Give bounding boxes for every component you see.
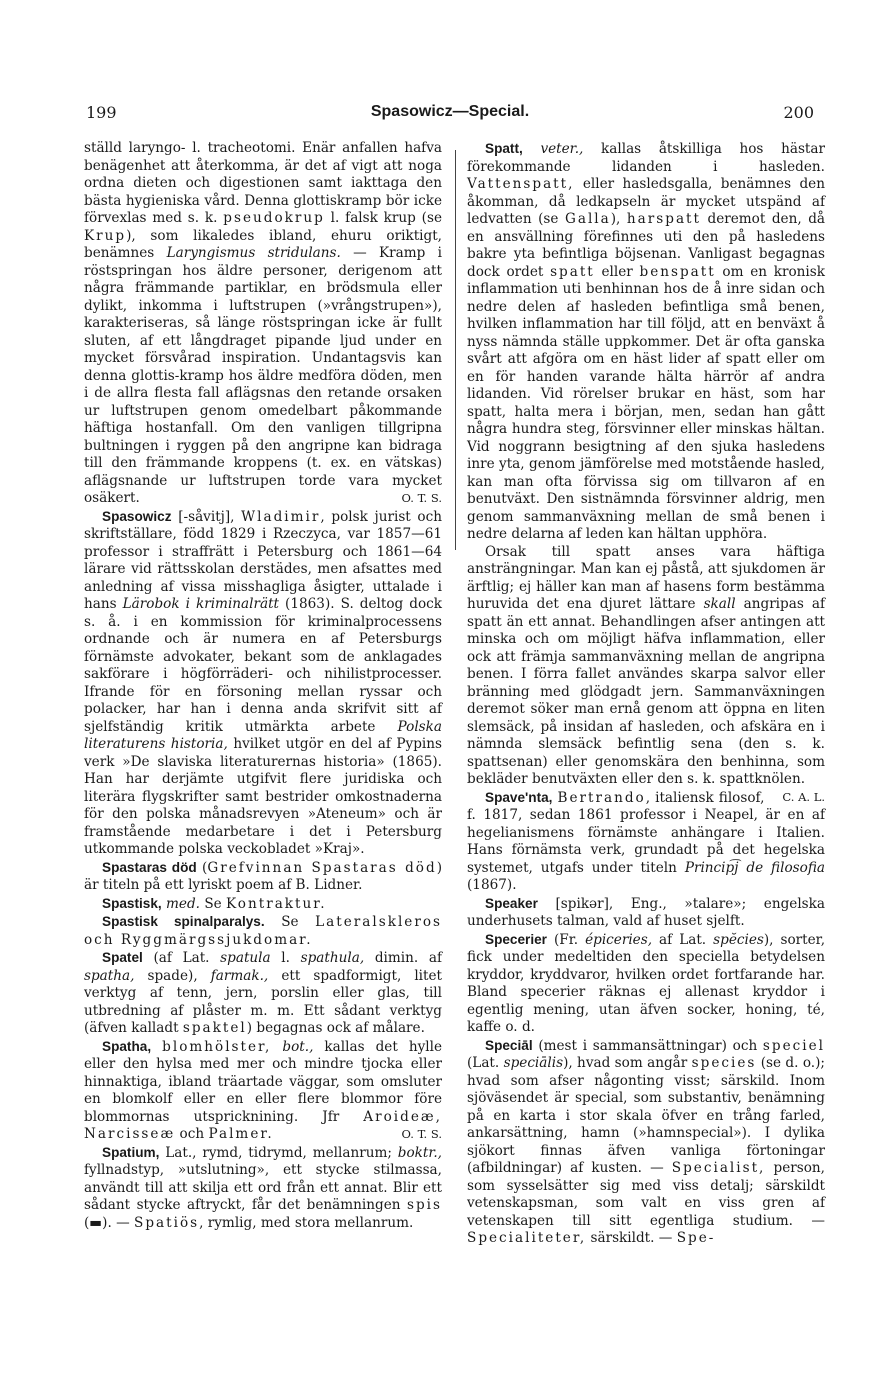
left-column	[84, 140, 442, 1232]
entry-spaventa: Spave'nta, Bertrando, italiensk filosof, f. 1817, sedan 1861 professor i Neapel, är en af hegelianismens förnämste anhängare i Italien. Hans förnämsta verk, grundadt på det hegelska systemet, utgafs under titeln Princip͡j de filosofia (1867).	[467, 789, 825, 893]
right-column	[467, 140, 825, 1248]
page-number-right: 200	[783, 103, 814, 122]
entry-spatt-orsak: Orsak till spatt anses vara häftiga ansträngningar. Man kan ej påstå, att sjukdomen är ärftlig; ej häller kan man af hasens form bestämma huruvida det ena djuret lättare skall angripas af spatt än ett annat. Behandlingen afser antingen att minska och om möjligt häfva inflammation, eller ock att främja sammanväxning mellan de angripna benen. I förra fallet användes skarpa salvor eller bränning med glödgadt jern. Sammanväxningen deremot söker man ernå genom att öppna en liten slemsäck, på insidan af hasleden, och afskära en i nämnda slemsäck befintlig sena (den s. k. spattsenan) eller genomskära den benhinna, som bekläder benutväxten eller den s. k. spattknölen. C. A. L.	[467, 544, 825, 789]
running-title: Spasowicz—Special.	[370, 103, 530, 120]
headword: Spatium,	[102, 1144, 160, 1160]
entry-spastaras-dod: Spastaras död (Grefvinnan Spastaras död) är titeln på ett lyriskt poem af B. Lidner.	[84, 859, 442, 893]
headword: Spastisk,	[102, 895, 162, 911]
column-rule	[455, 150, 456, 550]
entry-spastisk-spinalparalys: Spastisk spinalparalys. Se Lateralskleros och Ryggmärgssjukdomar.	[84, 914, 442, 948]
entry-glottiskramp-continuation: ställd laryngo- l. tracheotomi. Enär anfallen hafva benägenhet att återkomma, är det af vigt att noga ordna dieten och digestionen samt iakttaga den bästa hygieniska vård. Denna glottiskramp bör icke förvexlas med s. k. pseudokrup l. falsk krup (se Krup), som likaledes ibland, ehuru oriktigt, benämnes Laryngismus stridulans. — Kramp i röstspringan hos äldre personer, derigenom att några främmande partiklar, en brödsmula eller dylikt, inkomma i luftstrupen (»vrångstrupen»), karakteriseras, så länge röstspringan icke är fullt sluten, af ett långdraget pipande ljud under en mycket försvårad inspiration. Undantagsvis kan denna glottis-kramp hos äldre medföra döden, men i de allra flesta fall aflägsnas den retande orsaken ur luftstrupen genom omedelbart påkommande häftiga hostanfall. Om den vanligen tillgripna bultningen i ryggen på den angripne kan bidraga till den främmande kroppens (t. ex. en vätskas) aflägsnande ur luftstrupen torde vara mycket osäkert. O. T. S.	[84, 140, 443, 506]
entry-spatel: Spatel (af Lat. spatula l. spathula, dimin. af spatha, spade), farmak., ett spadformigt, litet verktyg af tenn, jern, porslin eller glas, till utbredning af plåster m. m. Ett sådant verktyg (äfven kalladt spaktel) begagnas ock af målare.	[84, 950, 443, 1036]
entry-spasowicz: Spasowicz [-såvitj], Wladimir, polsk jurist och skriftställare, född 1829 i Rzeczyca, var 1857—61 professor i straffrätt i Petersburg och 1861—64 lärare vid rättsskolan derstädes, men afsattes med anledning af vissa misshagliga åsigter, uttalade i hans Lärobok i kriminalrätt (1863). S. deltog dock s. å. i en kommission för kriminalprocessens ordnande och är numera en af Petersburgs förnämste advokater, bekant som de anklagades sakförare i högförräderi- och nihilistprocesser. Ifrande för en försoning mellan ryssar och polacker, har han i denna anda skrifvit sitt af sjelfständig kritik utmärkta arbete Polska literaturens historia, hvilket utgör en del af Pypins verk »De slaviska literaturernas historia» (1865). Han har derjämte utgifvit flere juridiska och literära flygskrifter samt bestrider omkostnaderna för den polska månadsrevyen »Ateneum» och är framstående medarbetare i det i Petersburg utkommande polska veckobladet »Kraj».	[84, 508, 442, 857]
entry-spatium: Spatium, Lat., rymd, tidrymd, mellanrum; boktr., fyllnadstyp, »utslutning», ett stycke stilmassa, användt till att skilja ett ord från ett annat. Blir ett sådant stycke aftryckt, får det benämningen spis (▬). — Spatiös, rymlig, med stora mellanrum.	[84, 1144, 442, 1231]
entry-spatt: Spatt, veter., kallas åtskilliga hos hästar förekommande lidanden i hasleden. Vattenspatt, eller hasledsgalla, benämnes den åkomman, då ledkapseln är mycket utspänd af ledvatten (se Galla), harspatt deremot den, då en ansvällning förefinnes uti den på hasledens bakre yta befintliga böjsenan. Vanligast begagnas dock ordet spatt eller benspatt om en kronisk inflammation uti benhinnan hos de å inre sidan och nedre delen af hasleden befintliga små benen, hvilken inflammation har till följd, att en benväxt å nyss nämnda ställe uppkommer. Det är ofta ganska svårt att afgöra om en häst lider af spatt eller om en för handen varande hälta härrör af andra lidanden. Vid rörelser brukar en häst, som har spatt, halta mera i början, men, sedan han gått några hundra steg, försvinner eller minskas hältan. Vid noggrann besigtning af den sjuka hasledens inre yta, genom jämförelse med motstående hasled, kan man ofta förvissa sig om tillvaron af en benutväxt. Den sistnämnda försvinner aldrig, men genom sammanväxning mellan de små benen i nedre delarna af leden kan hältan upphöra.	[467, 141, 826, 542]
signature: O. T. S.	[401, 491, 442, 505]
entry-speaker: Speaker [spikər], Eng., »talare»; engelska underhusets talman, vald af huset sjelft.	[467, 895, 825, 929]
signature: C. A. L.	[782, 789, 825, 804]
headword: Spasowicz	[102, 508, 172, 524]
headword: Speaker	[485, 895, 538, 911]
entry-special: Speciāl (mest i sammansättningar) och speciel (Lat. speciālis), hvad som angår species (se d. o.); hvad som afser någonting visst; särskild. Inom sjöväsendet är special, som substantiv, benämning på en karta i stor skala öfver en trång farled, ankarsättning, hamn (»hamnspecial»). I dylika sjökort finnas äfven vanliga förtoningar (afbildningar) af kusten. — Specialist, person, som sysselsätter sig med viss detalj; särskildt vetenskapsman, som valt en viss gren af vetenskapen till sitt egentliga studium. — Specialiteter, särskildt. — Spe-	[467, 1037, 825, 1246]
headword: Spastaras död	[102, 859, 197, 875]
entry-spatha: Spatha, blomhölster, bot., kallas det hylle eller den hylsa med mer och mindre tjocka eller hinnaktiga, ibland träartade väggar, som omsluter en blomkolf eller en eller flere blommor före blommornas utspricknining. Jfr Aroideæ, Narcisseæ och Palmer. O. T. S.	[84, 1038, 442, 1142]
entry-spastisk: Spastisk, med. Se Kontraktur.	[102, 895, 327, 912]
signature: O. T. S.	[401, 1127, 442, 1141]
headword: Spave'nta,	[485, 789, 553, 805]
headword: Specerier	[485, 931, 547, 947]
page-number-left: 199	[86, 103, 117, 122]
headword: Spatel	[102, 950, 143, 965]
entry-specerier: Specerier (Fr. épiceries, af Lat. spĕcies), sorter, fick under medeltiden den speciella betydelsen kryddor, kryddvaror, hvilken ordet fortfarande har. Bland specerier räknas ej allenast kryddor i egentlig mening, utan äfven socker, honing, té, kaffe o. d.	[467, 931, 826, 1035]
headword: Spatt,	[485, 141, 523, 156]
headword: Speciāl	[485, 1037, 533, 1053]
headword: Spastisk spinalparalys.	[102, 914, 265, 929]
headword: Spatha,	[102, 1038, 152, 1054]
page-header	[86, 103, 814, 125]
